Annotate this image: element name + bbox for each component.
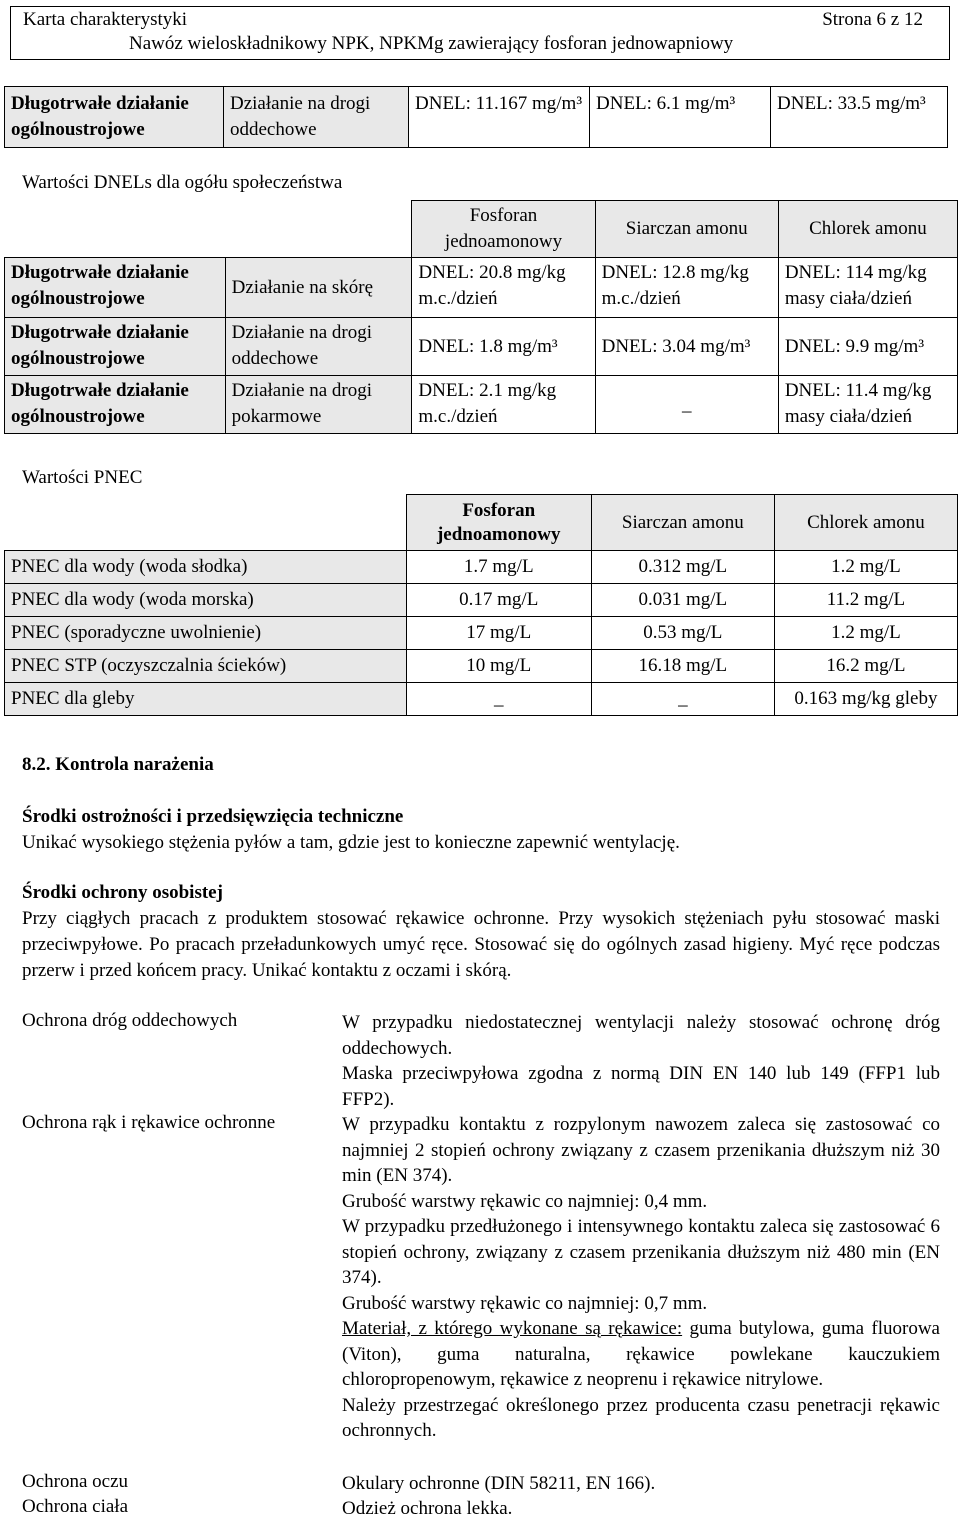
- table-row: [5, 318, 958, 376]
- hand-text-5: [342, 1316, 940, 1393]
- respiratory-label: Ochrona dróg oddechowych: [22, 1010, 238, 1031]
- pnec-title: Wartości PNEC: [22, 467, 143, 488]
- table-row: [5, 617, 958, 650]
- personal-protection-block: [22, 880, 940, 984]
- column-header: Siarczan amonu: [591, 495, 774, 551]
- value-cell: 16.18 mg/L: [591, 650, 774, 683]
- page-header: [10, 6, 950, 60]
- value-cell: 0.53 mg/L: [591, 617, 774, 650]
- tech-measures-text: Unikać wysokiego stężenia pyłów a tam, gdzie jest to konieczne zapewnić wentylację.: [22, 832, 680, 853]
- value-cell: 1.2 mg/L: [774, 617, 957, 650]
- effect-cell: Długotrwałe działanie ogólnoustrojowe: [5, 87, 224, 148]
- document-title: Karta charakterystyki: [23, 9, 188, 30]
- column-header: Fosforan jednoamonowy: [412, 201, 595, 258]
- value-cell: DNEL: 12.8 mg/kg m.c./dzień: [595, 258, 778, 318]
- value-cell: 0.17 mg/L: [406, 584, 591, 617]
- product-name: Nawóz wieloskładnikowy NPK, NPKMg zawierający fosforan jednowapniowy: [129, 33, 734, 54]
- glove-material-label: Materiał, z którego wykonane są rękawice:: [342, 1318, 683, 1339]
- value-cell: DNEL: 9.9 mg/m³: [778, 318, 957, 376]
- table-row: [5, 87, 948, 148]
- value-cell: DNEL: 6.1 mg/m³: [590, 87, 771, 148]
- hand-text-3: W przypadku przedłużonego i intensywnego kontaktu zaleca się zastosować 6 stopień ochrony, związany z czasem przenikania dłuższym niż 480 min (EN 374).: [342, 1216, 940, 1288]
- column-header: Siarczan amonu: [595, 201, 778, 258]
- respiratory-text-1: W przypadku niedostatecznej wentylacji należy stosować ochronę dróg oddechowych.: [342, 1012, 940, 1059]
- table-row: [5, 551, 958, 584]
- value-cell: DNEL: 33.5 mg/m³: [771, 87, 948, 148]
- column-header: Fosforan jednoamonowy: [406, 495, 591, 551]
- effect-cell: Długotrwałe działanie ogólnoustrojowe: [5, 318, 226, 376]
- value-cell: DNEL: 114 mg/kg masy ciała/dzień: [778, 258, 957, 318]
- value-cell: 0.163 mg/kg gleby: [774, 683, 957, 716]
- value-cell: _: [406, 683, 591, 716]
- value-cell: DNEL: 20.8 mg/kg m.c./dzień: [412, 258, 595, 318]
- respiratory-text-2: Maska przeciwpyłowa zgodna z normą DIN EN 140 lub 149 (FFP1 lub FFP2).: [342, 1063, 940, 1110]
- personal-protection-text: Przy ciągłych pracach z produktem stosować rękawice ochronne. Przy wysokich stężeniach pyłu stosować maski przeciwpyłowe. Po pracach przeładunkowych umyć ręce. Stosować się do ogólnych zasad higieny. Myć ręce podczas przerw i przed końcem pracy. Unikać kontaktu z oczami i skórą.: [22, 908, 940, 981]
- value-cell: 0.312 mg/L: [591, 551, 774, 584]
- value-cell: 17 mg/L: [406, 617, 591, 650]
- table-header-row: [5, 495, 958, 551]
- value-cell: 11.2 mg/L: [774, 584, 957, 617]
- dnel-public-title: Wartości DNELs dla ogółu społeczeństwa: [22, 172, 343, 193]
- table-row: [5, 584, 958, 617]
- body-label: Ochrona ciała: [22, 1496, 129, 1517]
- respiratory-text: [342, 1010, 940, 1112]
- value-cell: DNEL: 3.04 mg/m³: [595, 318, 778, 376]
- dnel-workers-continuation-table: [4, 86, 948, 148]
- table-row: [5, 650, 958, 683]
- value-cell: 0.031 mg/L: [591, 584, 774, 617]
- effect-cell: Długotrwałe działanie ogólnoustrojowe: [5, 376, 226, 434]
- value-cell: 16.2 mg/L: [774, 650, 957, 683]
- value-cell: DNEL: 11.167 mg/m³: [409, 87, 590, 148]
- hand-text-2: Grubość warstwy rękawic co najmniej: 0,4 mm.: [342, 1190, 708, 1212]
- route-cell: Działanie na drogi oddechowe: [225, 318, 412, 376]
- page-number: Strona 6 z 12: [822, 9, 923, 30]
- hand-label: Ochrona rąk i rękawice ochronne: [22, 1112, 276, 1133]
- value-cell: DNEL: 11.4 mg/kg masy ciała/dzień: [778, 376, 957, 434]
- section-heading: 8.2. Kontrola narażenia: [22, 754, 214, 775]
- value-cell: 10 mg/L: [406, 650, 591, 683]
- pnec-label: PNEC dla gleby: [5, 683, 407, 716]
- pnec-label: PNEC dla wody (woda morska): [5, 584, 407, 617]
- tech-measures-block: [22, 804, 940, 856]
- column-header: Chlorek amonu: [778, 201, 957, 258]
- eye-label: Ochrona oczu: [22, 1471, 129, 1492]
- table-row: [5, 376, 958, 434]
- effect-cell: Długotrwałe działanie ogólnoustrojowe: [5, 258, 226, 318]
- table-row: [5, 683, 958, 716]
- hand-text-6: Należy przestrzegać określonego przez producenta czasu penetracji rękawic ochronnych.: [342, 1394, 940, 1441]
- pnec-table: [4, 494, 958, 716]
- table-header-row: [5, 201, 958, 258]
- value-cell: _: [595, 376, 778, 434]
- hand-text: [342, 1112, 940, 1444]
- dnel-public-table: [4, 200, 958, 434]
- value-cell: 1.7 mg/L: [406, 551, 591, 584]
- value-cell: _: [591, 683, 774, 716]
- pnec-label: PNEC dla wody (woda słodka): [5, 551, 407, 584]
- body-text: Odzież ochrona lekka.: [342, 1498, 513, 1519]
- hand-text-1: W przypadku kontaktu z rozpylonym nawozem zaleca się zastosować co najmniej 2 stopień ochrony związany z czasem przenikania dłuższym niż 30 min (EN 374).: [342, 1114, 940, 1186]
- glove-material-text: guma butylowa, guma fluorowa (Viton), guma naturalna, rękawice powlekane kauczukiem chloropropenowym, rękawice z neoprenu i rękawice nitrylowe.: [342, 1318, 940, 1390]
- route-cell: Działanie na drogi oddechowe: [224, 87, 409, 148]
- eye-text: Okulary ochronne (DIN 58211, EN 166).: [342, 1473, 656, 1494]
- personal-protection-title: Środki ochrony osobistej: [22, 882, 223, 903]
- tech-measures-title: Środki ostrożności i przedsięwzięcia techniczne: [22, 806, 404, 827]
- pnec-label: PNEC (sporadyczne uwolnienie): [5, 617, 407, 650]
- pnec-label: PNEC STP (oczyszczalnia ścieków): [5, 650, 407, 683]
- column-header: Chlorek amonu: [774, 495, 957, 551]
- route-cell: Działanie na drogi pokarmowe: [225, 376, 412, 434]
- value-cell: DNEL: 1.8 mg/m³: [412, 318, 595, 376]
- value-cell: DNEL: 2.1 mg/kg m.c./dzień: [412, 376, 595, 434]
- route-cell: Działanie na skórę: [225, 258, 412, 318]
- hand-text-4: Grubość warstwy rękawic co najmniej: 0,7 mm.: [342, 1292, 708, 1314]
- value-cell: 1.2 mg/L: [774, 551, 957, 584]
- table-row: [5, 258, 958, 318]
